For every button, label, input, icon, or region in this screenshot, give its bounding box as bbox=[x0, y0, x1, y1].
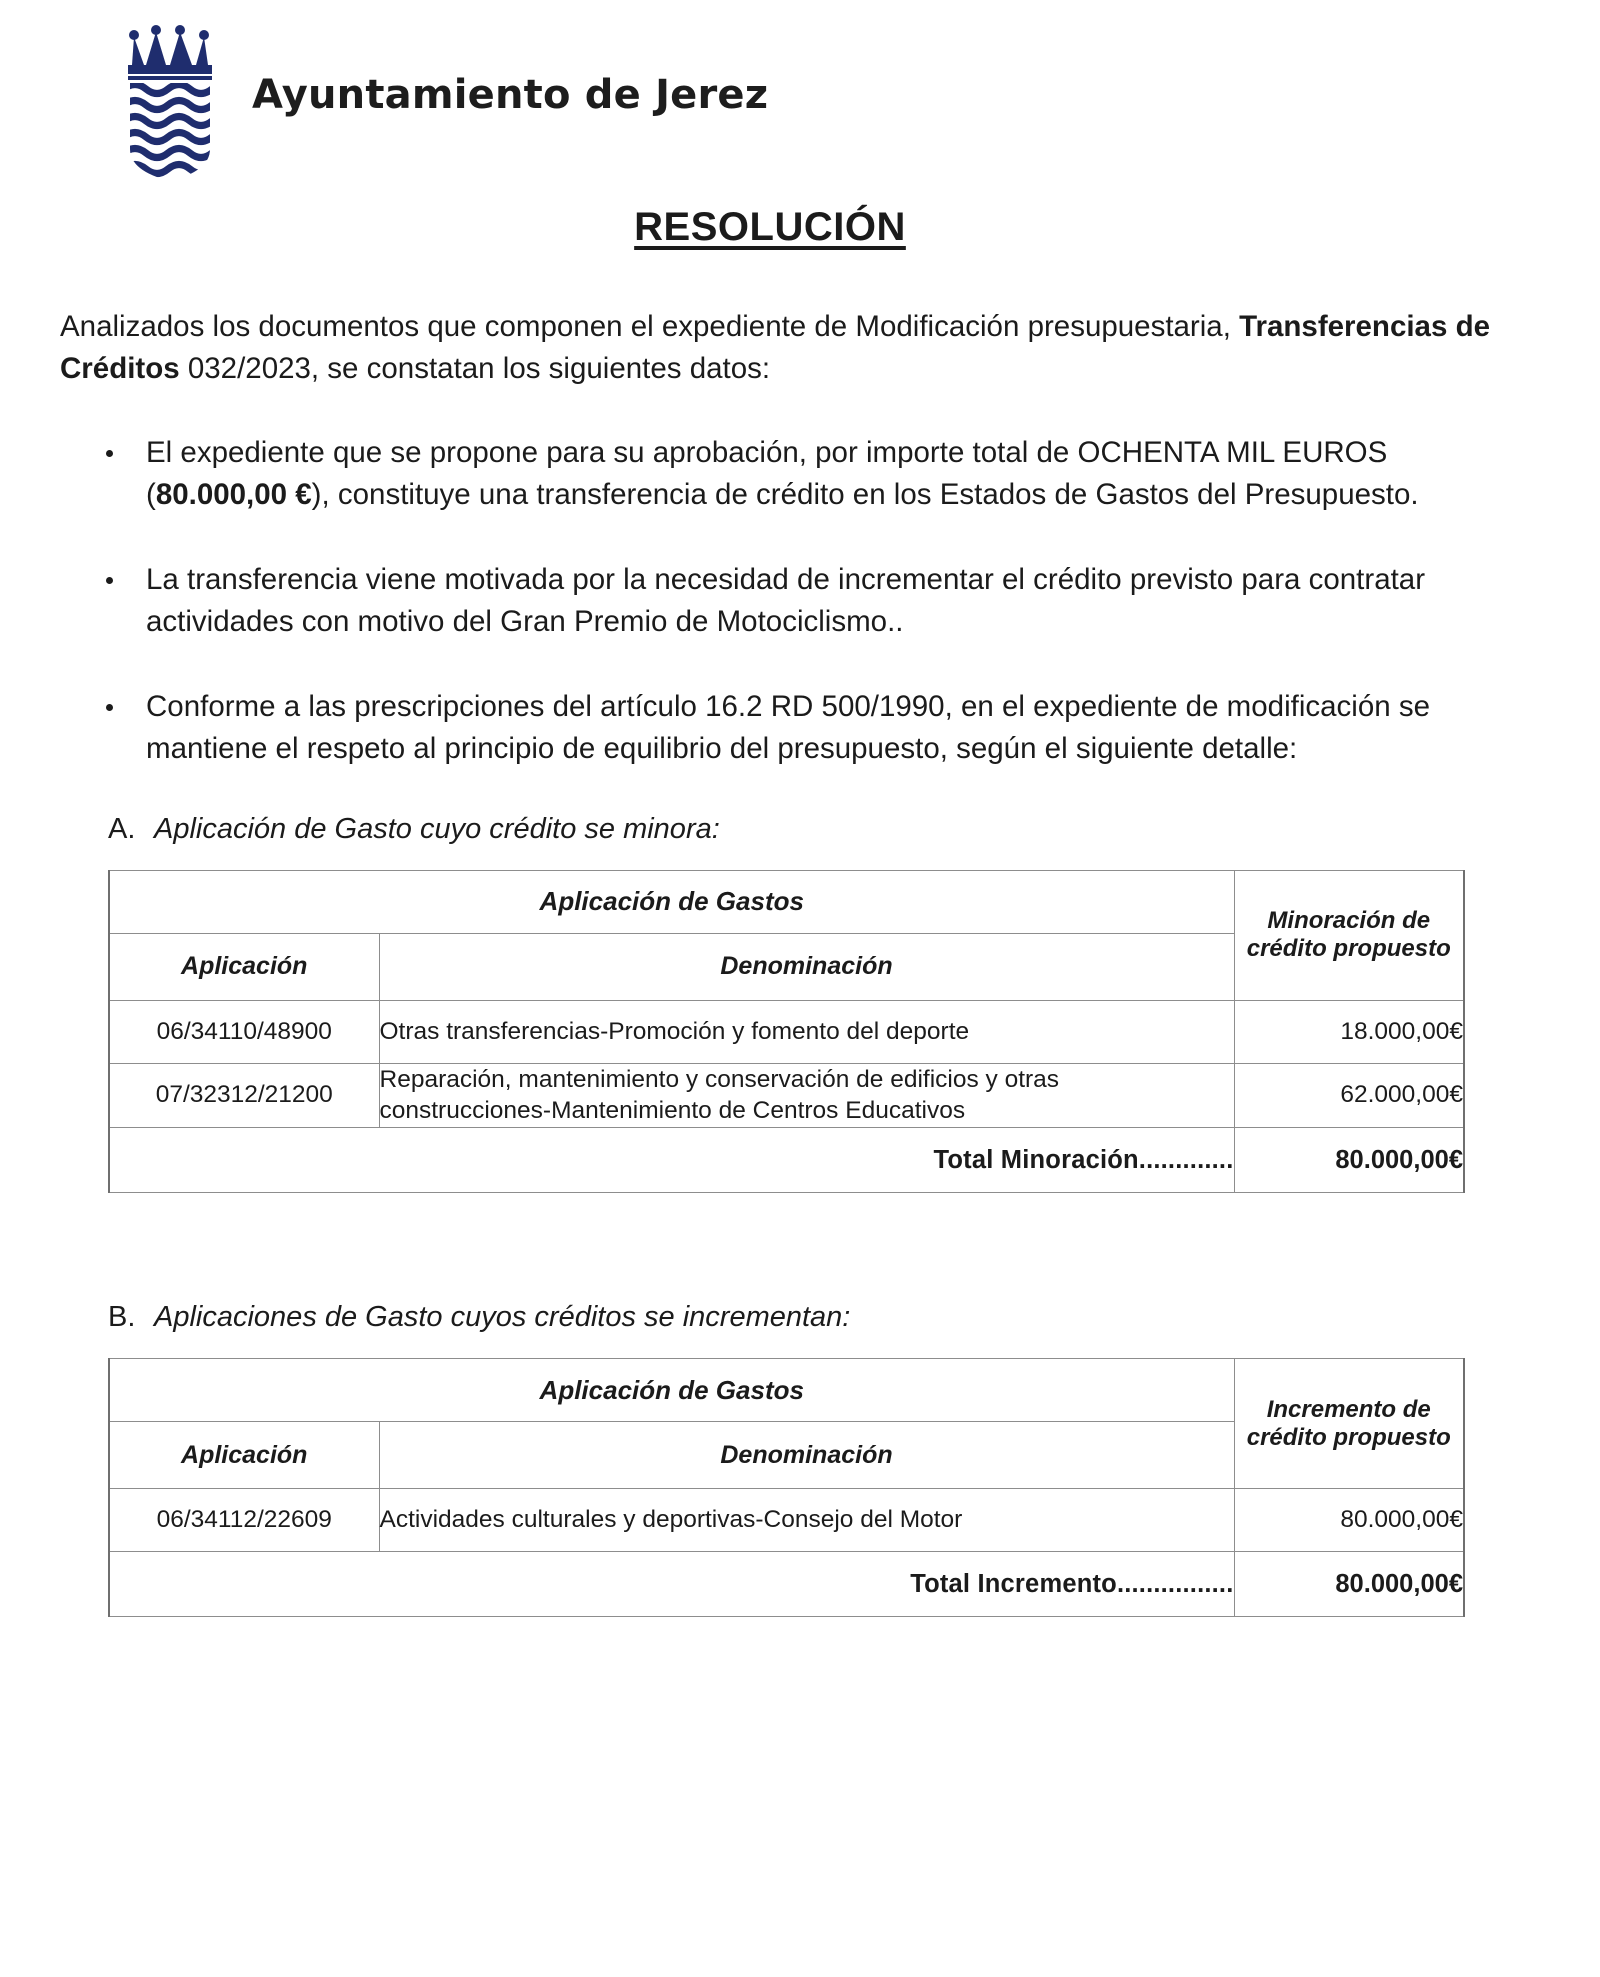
list-item bbox=[60, 559, 1540, 644]
intro-text-1: Analizados los documentos que componen el expediente de Modificación presupuestaria, bbox=[60, 310, 1240, 343]
header-aplicacion-de-gastos: Aplicación de Gastos bbox=[109, 1359, 1234, 1422]
table-total-row bbox=[109, 1128, 1464, 1193]
cell-aplicacion: 06/34110/48900 bbox=[109, 1000, 379, 1063]
list-item bbox=[60, 432, 1540, 517]
section-b-title: Aplicaciones de Gasto cuyos créditos se incrementan: bbox=[154, 1301, 851, 1334]
table-row bbox=[109, 1063, 1464, 1128]
total-incremento-label: Total Incremento................ bbox=[109, 1552, 1234, 1617]
section-a-title: Aplicación de Gasto cuyo crédito se minora: bbox=[154, 812, 720, 845]
header-aplicacion-de-gastos: Aplicación de Gastos bbox=[109, 870, 1234, 933]
header-aplicacion: Aplicación bbox=[109, 933, 379, 1000]
cell-aplicacion: 07/32312/21200 bbox=[109, 1063, 379, 1128]
table-header-group-row bbox=[109, 1359, 1464, 1422]
table-row bbox=[109, 1489, 1464, 1552]
bullet-text-bold: 80.000,00 € bbox=[155, 478, 312, 512]
organization-name: Ayuntamiento de Jerez bbox=[252, 71, 769, 118]
cell-denominacion: Reparación, mantenimiento y conservación de edificios y otras construcciones-Mantenimiento de Centros Educativos bbox=[379, 1063, 1234, 1128]
page-title: RESOLUCIÓN bbox=[634, 205, 906, 249]
header-denominacion: Denominación bbox=[379, 1422, 1234, 1489]
cell-importe: 62.000,00€ bbox=[1234, 1063, 1464, 1128]
intro-paragraph bbox=[60, 306, 1540, 390]
coat-of-arms-icon bbox=[110, 21, 230, 181]
list-item bbox=[60, 686, 1540, 771]
document-header bbox=[60, 18, 1540, 183]
bullet-text-1: El expediente que se propone para su aprobación, por importe total de OCHENTA MIL EUROS ( bbox=[146, 435, 1388, 512]
bullet-text-1: Conforme a las prescripciones del artículo 16.2 RD 500/1990, en el expediente de modificación se mantiene el respeto al principio de equilibrio del presupuesto, según el siguiente detalle: bbox=[146, 689, 1430, 766]
section-a-heading bbox=[60, 813, 1540, 846]
bullet-text-2: ), constituye una transferencia de crédito en los Estados de Gastos del Presupuesto. bbox=[311, 478, 1419, 512]
total-minoracion-value: 80.000,00€ bbox=[1234, 1128, 1464, 1193]
findings-list bbox=[60, 432, 1540, 771]
cell-denominacion: Otras transferencias-Promoción y fomento del deporte bbox=[379, 1000, 1234, 1063]
table-row bbox=[109, 1000, 1464, 1063]
section-b-heading bbox=[60, 1301, 1540, 1334]
header-minoracion-credito: Minoración de crédito propuesto bbox=[1234, 870, 1464, 1000]
header-denominacion: Denominación bbox=[379, 933, 1234, 1000]
table-header-group-row bbox=[109, 870, 1464, 933]
header-incremento-credito: Incremento de crédito propuesto bbox=[1234, 1359, 1464, 1489]
section-spacer bbox=[60, 1193, 1540, 1271]
cell-aplicacion: 06/34112/22609 bbox=[109, 1489, 379, 1552]
table-total-row bbox=[109, 1552, 1464, 1617]
incremento-table bbox=[108, 1358, 1465, 1617]
section-a-table-wrapper bbox=[60, 870, 1540, 1194]
section-b-letter: B. bbox=[108, 1301, 136, 1334]
cell-importe: 80.000,00€ bbox=[1234, 1489, 1464, 1552]
minoracion-table bbox=[108, 870, 1465, 1194]
intro-text-bold: Transferencias de Créditos bbox=[60, 310, 1490, 385]
section-b-table-wrapper bbox=[60, 1358, 1540, 1617]
intro-text-2: 032/2023, se constatan los siguientes datos: bbox=[179, 351, 771, 385]
cell-denominacion: Actividades culturales y deportivas-Consejo del Motor bbox=[379, 1489, 1234, 1552]
cell-importe: 18.000,00€ bbox=[1234, 1000, 1464, 1063]
header-aplicacion: Aplicación bbox=[109, 1422, 379, 1489]
section-a-letter: A. bbox=[108, 812, 136, 845]
bullet-text-1: La transferencia viene motivada por la necesidad de incrementar el crédito previsto para contratar actividades con motivo del Gran Premio de Motociclismo.. bbox=[146, 562, 1426, 639]
total-incremento-value: 80.000,00€ bbox=[1234, 1552, 1464, 1617]
total-minoracion-label: Total Minoración............. bbox=[109, 1128, 1234, 1193]
